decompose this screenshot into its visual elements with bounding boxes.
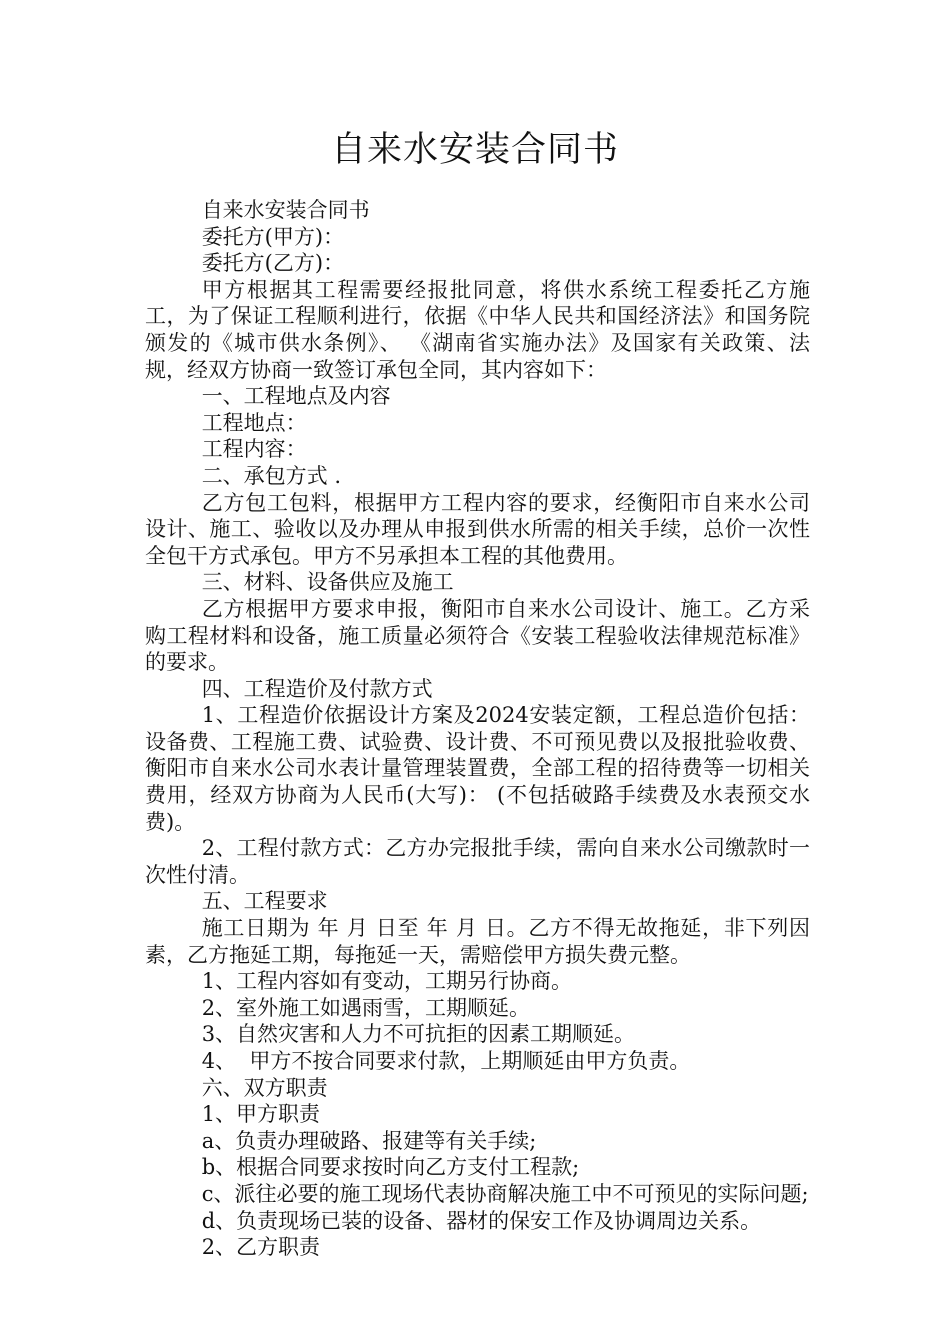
paragraph: 委托方(甲方)：	[201, 224, 345, 249]
document-body	[145, 197, 810, 1261]
sub-heading: 2、乙方职责	[201, 1235, 321, 1260]
paragraph: 工程地点：	[201, 410, 307, 435]
paragraph: 工程内容：	[201, 437, 307, 462]
section-heading: 六、双方职责	[201, 1075, 328, 1100]
section-heading: 五、工程要求	[201, 889, 328, 914]
section-heading: 四、工程造价及付款方式	[201, 676, 433, 701]
section-heading: 二、承包方式 .	[201, 463, 342, 488]
list-item: 1、工程内容如有变动，工期另行协商。	[201, 969, 573, 994]
section-heading: 三、材料、设备供应及施工	[201, 570, 454, 595]
paragraph: 施工日期为 年 月 日至 年 月 日。乙方不得无故拖延，非下列因素，乙方拖延工期，每拖延一天，需赔偿甲方损失费元整。	[145, 916, 810, 967]
list-item: b、根据合同要求按时向乙方支付工程款;	[201, 1155, 580, 1180]
section-heading: 一、工程地点及内容	[201, 384, 391, 409]
paragraph: 自来水安装合同书	[201, 198, 370, 222]
paragraph: 委托方(乙方)：	[201, 251, 345, 276]
paragraph: 乙方根据甲方要求申报，衡阳市自来水公司设计、施工。乙方采购工程材料和设备，施工质量必须符合《安装工程验收法律规范标准》的要求。	[145, 596, 810, 675]
list-item: 4、 甲方不按合同要求付款，上期顺延由甲方负责。	[201, 1049, 691, 1073]
list-item: 3、自然灾害和人力不可抗拒的因素工期顺延。	[201, 1022, 636, 1047]
document-title: 自来水安装合同书	[330, 130, 619, 170]
list-item: d、负责现场已装的设备、器材的保安工作及协调周边关系。	[201, 1208, 762, 1233]
paragraph: 2、工程付款方式：乙方办完报批手续，需向自来水公司缴款时一次性付清。	[145, 836, 810, 887]
list-item: 2、室外施工如遇雨雪，工期顺延。	[201, 995, 531, 1020]
paragraph: 乙方包工包料，根据甲方工程内容的要求，经衡阳市自来水公司设计、施工、验收以及办理从申报到供水所需的相关手续，总价一次性全包干方式承包。甲方不另承担本工程的其他费用。	[145, 490, 810, 568]
sub-heading: 1、甲方职责	[201, 1102, 321, 1127]
list-item: a、负责办理破路、报建等有关手续;	[201, 1128, 537, 1153]
paragraph: 甲方根据其工程需要经报批同意，将供水系统工程委托乙方施工，为了保证工程顺利进行，依据《中华人民共和国经济法》和国务院颁发的《城市供水条例》、 《湖南省实施办法》及国家有关政策、法规，经双方协商一致签订承包全同，其内容如下：	[145, 277, 810, 382]
list-item: c、派往必要的施工现场代表协商解决施工中不可预见的实际问题;	[201, 1181, 809, 1206]
paragraph: 1、工程造价依据设计方案及2024安装定额，工程总造价包括：设备费、工程施工费、试验费、设计费、不可预见费以及报批验收费、衡阳市自来水公司水表计量管理装置费，全部工程的招待费等一切相关费用，经双方协商为人民币(大写)： (不包括破路手续费及水表预交水费)。	[145, 703, 810, 834]
